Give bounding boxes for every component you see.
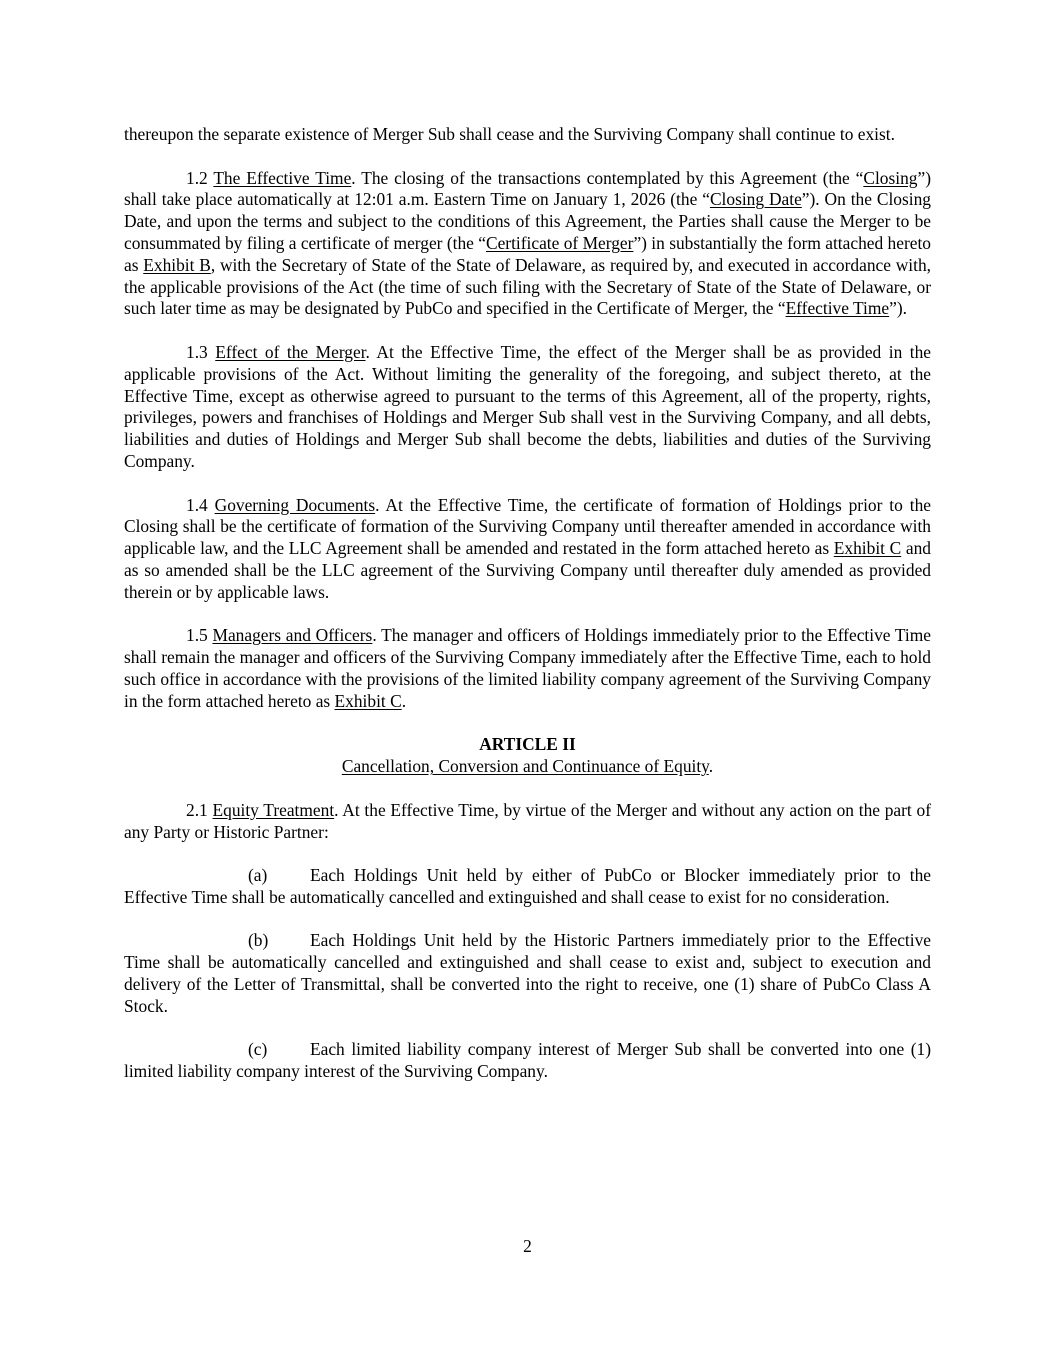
body-text: ”). On the Closing Date, and upon the terms and subject to the conditions of this Agreement, the Parties shall cause the Merger to be consummated by filing a certificate of merger (the “ [124, 189, 931, 253]
clause-text: Each Holdings Unit held by either of PubCo or Blocker immediately prior to the Effective Time shall be automatically cancelled and extinguished and shall cease to exist for no consideration. [124, 865, 931, 907]
section-1-3-paragraph [124, 342, 931, 473]
clause-c-paragraph [124, 1039, 931, 1083]
section-1-5-paragraph [124, 625, 931, 712]
body-text: ”). [889, 298, 907, 319]
section-title: Effect of the Merger [215, 341, 366, 362]
body-text: ”) shall take place automatically at 12:01 a.m. Eastern Time on January 1, 2026 (the “ [124, 167, 931, 210]
exhibit-reference: Exhibit C [334, 690, 402, 711]
article-subheading-period: . [708, 756, 714, 777]
body-text: . At the Effective Time, the effect of the Merger shall be as provided in the applicable provisions of the Act. Without limiting the generality of the foregoing, and subject thereto, at the Effective Time, except as otherwise agreed to pursuant to the terms of this Agreement, all of the property, rights, privileges, powers and franchises of Holdings and Merger Sub shall vest in the Surviving Company, and all debts, liabilities and duties of Holdings and Merger Sub shall become the debts, liabilities and duties of the Surviving Company. [124, 341, 932, 471]
section-number: 1.5 [186, 625, 213, 646]
clause-a-paragraph [124, 865, 931, 909]
section-number: 1.3 [186, 341, 216, 362]
section-title: The Effective Time [213, 167, 352, 188]
defined-term: Effective Time [785, 298, 890, 319]
exhibit-reference: Exhibit C [833, 538, 902, 559]
page-number: 2 [523, 1236, 532, 1256]
body-text: and as so amended shall be the LLC agreement of the Surviving Company until thereafter duly amended as provided therein or by applicable laws. [124, 538, 931, 602]
body-text: ”) in substantially the form attached hereto as [124, 232, 931, 275]
article-heading [124, 734, 931, 756]
section-title: Governing Documents [214, 494, 376, 515]
article-heading-text: ARTICLE II [479, 734, 576, 755]
clause-text: Each Holdings Unit held by the Historic Partners immediately prior to the Effective Time shall be automatically cancelled and extinguished and shall cease to exist and, subject to execution and delivery of the Letter of Transmittal, shall be converted into the right to receive, one (1) share of PubCo Class A Stock. [124, 930, 931, 1016]
body-text: . The manager and officers of Holdings immediately prior to the Effective Time shall remain the manager and officers of the Surviving Company immediately after the Effective Time, each to hold such office in accordance with the provisions of the limited liability company agreement of the Surviving Company in the form attached hereto as [124, 625, 932, 711]
section-number: 1.4 [186, 494, 215, 515]
section-number: 1.2 [186, 167, 214, 188]
body-text: . At the Effective Time, by virtue of the Merger and without any action on the part of any Party or Historic Partner: [124, 799, 932, 842]
section-2-1-paragraph [124, 800, 931, 844]
section-title: Managers and Officers [212, 625, 373, 646]
body-text: . [401, 690, 407, 711]
article-subheading-text: Cancellation, Conversion and Continuance of Equity [341, 756, 709, 777]
section-title: Equity Treatment [212, 799, 335, 820]
intro-paragraph [124, 124, 931, 146]
exhibit-reference: Exhibit B [143, 254, 211, 275]
section-1-2-paragraph [124, 168, 931, 321]
document-page [124, 124, 931, 1083]
clause-label: (a) [248, 865, 268, 886]
intro-text: thereupon the separate existence of Merger Sub shall cease and the Surviving Company shall continue to exist. [124, 124, 895, 144]
clause-text: Each limited liability company interest of Merger Sub shall be converted into one (1) limited liability company interest of the Surviving Company. [124, 1039, 931, 1082]
body-text: . The closing of the transactions contemplated by this Agreement (the “ [351, 167, 864, 188]
defined-term: Closing Date [709, 189, 802, 210]
clause-label: (c) [248, 1039, 268, 1060]
defined-term: Certificate of Merger [485, 232, 634, 253]
body-text: . At the Effective Time, the certificate of formation of Holdings prior to the Closing shall be the certificate of formation of the Surviving Company until thereafter amended in accordance with applicable law, and the LLC Agreement shall be amended and restated in the form attached hereto as [124, 494, 931, 559]
clause-label: (b) [248, 930, 269, 951]
article-subheading [124, 756, 931, 778]
body-text: , with the Secretary of State of the State of Delaware, as required by, and executed in accordance with, the applicable provisions of the Act (the time of such filing with the Secretary of State of the State of Delaware, or such later time as may be designated by PubCo and specified in the Certificate of Merger, the “ [124, 254, 931, 319]
defined-term: Closing [863, 167, 918, 188]
section-number: 2.1 [186, 799, 213, 820]
section-1-4-paragraph [124, 495, 931, 604]
clause-b-paragraph [124, 930, 931, 1017]
